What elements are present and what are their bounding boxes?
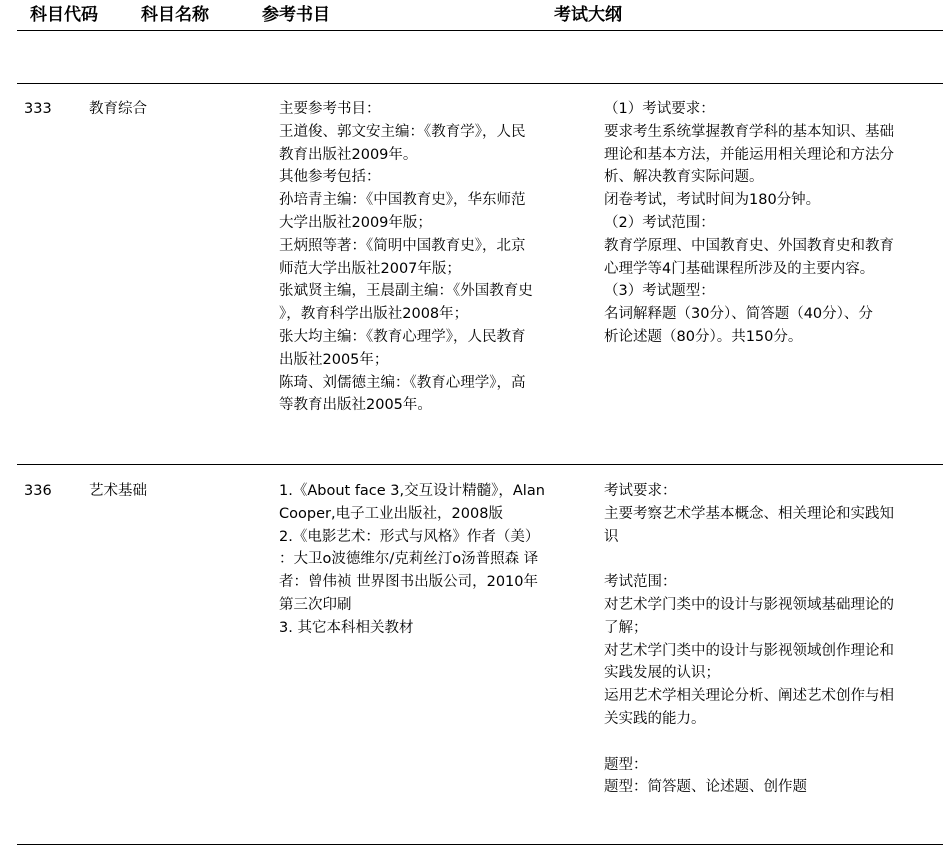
book-line: 其他参考包括： xyxy=(279,169,381,186)
outline-line: 题型： xyxy=(604,756,648,773)
outline-line: 关实践的能力。 xyxy=(604,710,706,727)
book-line: 第三次印刷 xyxy=(279,596,352,613)
outline-line xyxy=(604,548,894,571)
row-divider xyxy=(17,464,943,465)
book-line: 张大均主编：《教育心理学》，人民教育 xyxy=(279,328,526,345)
book-line: 1.《About face 3,交互设计精髓》，Alan xyxy=(279,483,545,499)
outline-line: 考试要求： xyxy=(604,483,677,499)
outline-line: 理论和基本方法，并能运用相关理论和方法分 xyxy=(604,146,894,163)
outline-line: 心理学等4门基础课程所涉及的主要内容。 xyxy=(604,260,875,277)
row-333-outline xyxy=(604,98,894,349)
outline-line xyxy=(604,731,894,754)
outline-line: 题型：简答题、论述题、创作题 xyxy=(604,779,807,796)
row-333-books xyxy=(279,98,533,417)
row-336-code: 336 xyxy=(24,483,52,499)
header-exam-outline: 考试大纲 xyxy=(554,5,622,25)
book-line: 王道俊、郭文安主编：《教育学》，人民 xyxy=(279,123,526,140)
table-header xyxy=(0,0,943,30)
book-line: 张斌贤主编，王晨副主编：《外国教育史 xyxy=(279,283,533,300)
outline-line: 名词解释题（30分）、简答题（40分）、分 xyxy=(604,306,873,323)
header-reference-books: 参考书目 xyxy=(262,5,330,25)
book-line: 孙培青主编：《中国教育史》，华东师范 xyxy=(279,192,526,209)
book-line: 出版社2005年； xyxy=(279,351,389,368)
header-underline xyxy=(17,30,943,31)
outline-line: 主要考察艺术学基本概念、相关理论和实践知 xyxy=(604,505,894,522)
outline-line: 实践发展的认识； xyxy=(604,665,720,682)
outline-line: 要求考生系统掌握教育学科的基本知识、基础 xyxy=(604,123,894,140)
book-line: 主要参考书目： xyxy=(279,101,381,117)
row-333-name: 教育综合 xyxy=(89,101,147,117)
book-line: 者：曾伟祯 世界图书出版公司，2010年 xyxy=(279,574,539,591)
row-336-books xyxy=(279,480,545,640)
book-line: 陈琦、刘儒德主编：《教育心理学》，高 xyxy=(279,374,526,391)
outline-line: 考试范围： xyxy=(604,574,677,591)
header-subject-name: 科目名称 xyxy=(141,5,209,25)
row-336-outline xyxy=(604,480,894,799)
book-line: 王炳照等著：《简明中国教育史》，北京 xyxy=(279,237,526,254)
book-line: 教育出版社2009年。 xyxy=(279,146,418,163)
outline-line: （1）考试要求： xyxy=(604,101,715,117)
table-bottom-rule xyxy=(17,844,943,845)
outline-line: 运用艺术学相关理论分析、阐述艺术创作与相 xyxy=(604,688,894,705)
header-subject-code: 科目代码 xyxy=(30,5,98,25)
outline-line: 闭卷考试，考试时间为180分钟。 xyxy=(604,192,821,209)
book-line: 大学出版社2009年版； xyxy=(279,214,432,231)
book-line: 师范大学出版社2007年版； xyxy=(279,260,461,277)
book-line: 》，教育科学出版社2008年； xyxy=(279,306,469,323)
book-line: 等教育出版社2005年。 xyxy=(279,397,432,414)
outline-line: 对艺术学门类中的设计与影视领域创作理论和 xyxy=(604,642,894,659)
row-divider xyxy=(17,83,943,84)
book-line: ：大卫o波德维尔/克莉丝汀o汤普照森 译 xyxy=(279,551,539,568)
outline-line: 识 xyxy=(604,528,619,545)
book-line: 3. 其它本科相关教材 xyxy=(279,619,414,636)
outline-line: 析论述题（80分）。共150分。 xyxy=(604,328,803,345)
outline-line: （3）考试题型： xyxy=(604,283,715,300)
row-333-code: 333 xyxy=(24,101,52,117)
outline-line: 对艺术学门类中的设计与影视领域基础理论的 xyxy=(604,596,894,613)
outline-line: 了解； xyxy=(604,619,648,636)
book-line: Cooper,电子工业出版社，2008版 xyxy=(279,505,503,522)
row-336-name: 艺术基础 xyxy=(89,483,147,499)
book-line: 2.《电影艺术：形式与风格》作者（美） xyxy=(279,528,540,545)
outline-line: （2）考试范围： xyxy=(604,214,715,231)
outline-line: 析、解决教育实际问题。 xyxy=(604,169,764,186)
outline-line: 教育学原理、中国教育史、外国教育史和教育 xyxy=(604,237,894,254)
